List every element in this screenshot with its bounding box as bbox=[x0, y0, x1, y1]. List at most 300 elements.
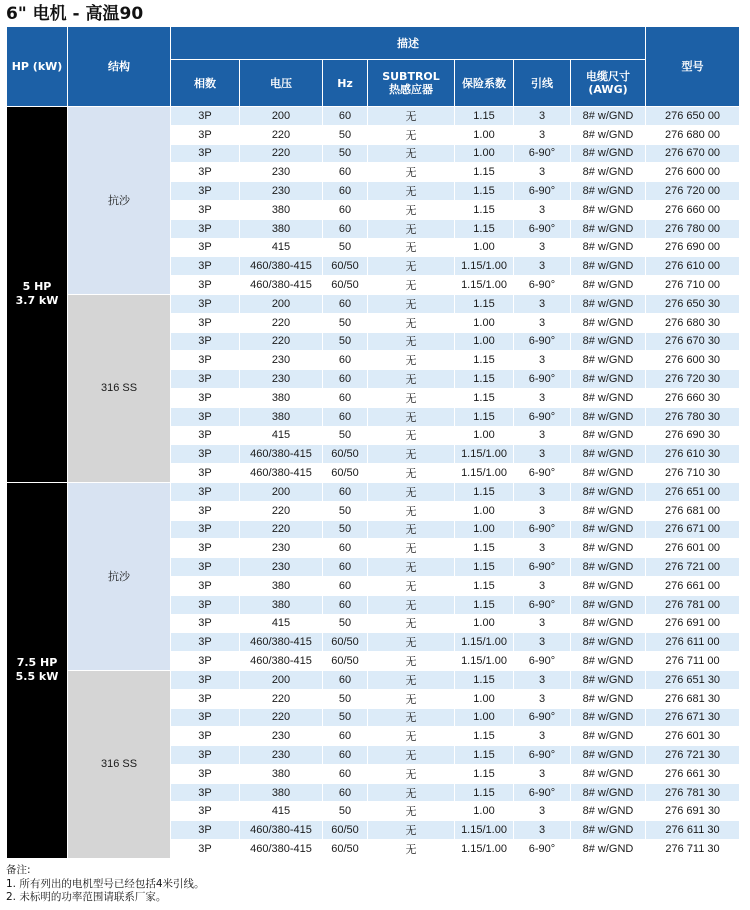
cell-leads: 6-90° bbox=[514, 464, 571, 483]
cell-subtrol: 无 bbox=[368, 802, 455, 821]
cell-model: 276 711 30 bbox=[646, 840, 740, 859]
cell-leads: 6-90° bbox=[514, 746, 571, 765]
cell-phase: 3P bbox=[171, 370, 240, 389]
cell-leads: 3 bbox=[514, 821, 571, 840]
cell-service-factor: 1.15 bbox=[455, 200, 514, 219]
cell-subtrol: 无 bbox=[368, 313, 455, 332]
cell-model: 276 781 00 bbox=[646, 595, 740, 614]
cell-cable: 8# w/GND bbox=[571, 332, 646, 351]
cell-voltage: 230 bbox=[240, 163, 323, 182]
cell-leads: 6-90° bbox=[514, 276, 571, 295]
cell-hz: 50 bbox=[323, 689, 368, 708]
cell-hz: 60 bbox=[323, 783, 368, 802]
cell-phase: 3P bbox=[171, 163, 240, 182]
cell-model: 276 611 00 bbox=[646, 633, 740, 652]
cell-subtrol: 无 bbox=[368, 107, 455, 126]
cell-subtrol: 无 bbox=[368, 689, 455, 708]
cell-phase: 3P bbox=[171, 633, 240, 652]
cell-voltage: 230 bbox=[240, 351, 323, 370]
cell-subtrol: 无 bbox=[368, 727, 455, 746]
cell-hz: 60 bbox=[323, 407, 368, 426]
cell-voltage: 230 bbox=[240, 539, 323, 558]
cell-service-factor: 1.15/1.00 bbox=[455, 633, 514, 652]
cell-hz: 50 bbox=[323, 614, 368, 633]
cell-leads: 6-90° bbox=[514, 144, 571, 163]
cell-service-factor: 1.15 bbox=[455, 351, 514, 370]
cell-leads: 3 bbox=[514, 388, 571, 407]
cell-phase: 3P bbox=[171, 219, 240, 238]
cell-phase: 3P bbox=[171, 558, 240, 577]
header-hp: HP (kW) bbox=[7, 27, 68, 107]
cell-model: 276 690 30 bbox=[646, 426, 740, 445]
cell-subtrol: 无 bbox=[368, 539, 455, 558]
cell-leads: 6-90° bbox=[514, 783, 571, 802]
cell-service-factor: 1.15 bbox=[455, 558, 514, 577]
header-service-factor: 保险系数 bbox=[455, 60, 514, 107]
cell-model: 276 691 00 bbox=[646, 614, 740, 633]
notes bbox=[6, 864, 205, 905]
cell-model: 276 710 30 bbox=[646, 464, 740, 483]
cell-subtrol: 无 bbox=[368, 652, 455, 671]
cell-hz: 60/50 bbox=[323, 840, 368, 859]
cell-phase: 3P bbox=[171, 727, 240, 746]
cell-subtrol: 无 bbox=[368, 182, 455, 201]
cell-hz: 60/50 bbox=[323, 652, 368, 671]
cell-voltage: 220 bbox=[240, 144, 323, 163]
cell-model: 276 661 00 bbox=[646, 576, 740, 595]
kw-value: 5.5 kW bbox=[15, 670, 59, 684]
cell-phase: 3P bbox=[171, 783, 240, 802]
cell-voltage: 200 bbox=[240, 670, 323, 689]
cell-cable: 8# w/GND bbox=[571, 107, 646, 126]
cell-cable: 8# w/GND bbox=[571, 388, 646, 407]
cell-voltage: 460/380-415 bbox=[240, 464, 323, 483]
cell-leads: 3 bbox=[514, 727, 571, 746]
cell-voltage: 415 bbox=[240, 238, 323, 257]
header-description: 描述 bbox=[171, 27, 646, 60]
cell-subtrol: 无 bbox=[368, 482, 455, 501]
cell-voltage: 460/380-415 bbox=[240, 257, 323, 276]
cell-subtrol: 无 bbox=[368, 558, 455, 577]
cell-voltage: 220 bbox=[240, 501, 323, 520]
cell-subtrol: 无 bbox=[368, 633, 455, 652]
cell-phase: 3P bbox=[171, 351, 240, 370]
cell-subtrol: 无 bbox=[368, 294, 455, 313]
cell-leads: 3 bbox=[514, 539, 571, 558]
cell-phase: 3P bbox=[171, 388, 240, 407]
cell-cable: 8# w/GND bbox=[571, 652, 646, 671]
cell-leads: 3 bbox=[514, 313, 571, 332]
cell-cable: 8# w/GND bbox=[571, 163, 646, 182]
cell-phase: 3P bbox=[171, 802, 240, 821]
cell-leads: 3 bbox=[514, 576, 571, 595]
cell-hz: 60 bbox=[323, 727, 368, 746]
cell-service-factor: 1.15 bbox=[455, 388, 514, 407]
cell-subtrol: 无 bbox=[368, 163, 455, 182]
cell-service-factor: 1.15/1.00 bbox=[455, 464, 514, 483]
cell-leads: 6-90° bbox=[514, 840, 571, 859]
cell-phase: 3P bbox=[171, 464, 240, 483]
cell-model: 276 780 30 bbox=[646, 407, 740, 426]
cell-service-factor: 1.15 bbox=[455, 727, 514, 746]
cell-cable: 8# w/GND bbox=[571, 276, 646, 295]
cell-service-factor: 1.15/1.00 bbox=[455, 821, 514, 840]
cell-cable: 8# w/GND bbox=[571, 670, 646, 689]
cell-model: 276 680 30 bbox=[646, 313, 740, 332]
cell-cable: 8# w/GND bbox=[571, 351, 646, 370]
cell-voltage: 380 bbox=[240, 783, 323, 802]
cell-subtrol: 无 bbox=[368, 614, 455, 633]
cell-service-factor: 1.15/1.00 bbox=[455, 257, 514, 276]
cell-leads: 3 bbox=[514, 764, 571, 783]
structure-cell: 抗沙 bbox=[68, 482, 171, 670]
cell-leads: 3 bbox=[514, 426, 571, 445]
cell-voltage: 380 bbox=[240, 576, 323, 595]
cell-hz: 60 bbox=[323, 558, 368, 577]
header-subtrol-line2: 热感应器 bbox=[389, 83, 433, 96]
cell-hz: 60 bbox=[323, 163, 368, 182]
cell-subtrol: 无 bbox=[368, 670, 455, 689]
cell-model: 276 711 00 bbox=[646, 652, 740, 671]
cell-leads: 3 bbox=[514, 257, 571, 276]
cell-voltage: 220 bbox=[240, 689, 323, 708]
cell-phase: 3P bbox=[171, 182, 240, 201]
cell-voltage: 220 bbox=[240, 708, 323, 727]
cell-model: 276 651 30 bbox=[646, 670, 740, 689]
cell-voltage: 200 bbox=[240, 294, 323, 313]
header-subtrol bbox=[368, 60, 455, 107]
cell-model: 276 670 00 bbox=[646, 144, 740, 163]
cell-model: 276 610 30 bbox=[646, 445, 740, 464]
cell-phase: 3P bbox=[171, 144, 240, 163]
cell-service-factor: 1.00 bbox=[455, 426, 514, 445]
cell-service-factor: 1.15 bbox=[455, 764, 514, 783]
cell-hz: 50 bbox=[323, 802, 368, 821]
cell-model: 276 681 00 bbox=[646, 501, 740, 520]
cell-subtrol: 无 bbox=[368, 464, 455, 483]
cell-phase: 3P bbox=[171, 200, 240, 219]
cell-cable: 8# w/GND bbox=[571, 727, 646, 746]
cell-leads: 6-90° bbox=[514, 558, 571, 577]
cell-service-factor: 1.00 bbox=[455, 313, 514, 332]
cell-leads: 6-90° bbox=[514, 652, 571, 671]
cell-leads: 3 bbox=[514, 107, 571, 126]
cell-service-factor: 1.15 bbox=[455, 107, 514, 126]
cell-leads: 3 bbox=[514, 670, 571, 689]
cell-phase: 3P bbox=[171, 276, 240, 295]
cell-cable: 8# w/GND bbox=[571, 125, 646, 144]
cell-model: 276 691 30 bbox=[646, 802, 740, 821]
cell-phase: 3P bbox=[171, 840, 240, 859]
cell-phase: 3P bbox=[171, 746, 240, 765]
structure-cell: 316 SS bbox=[68, 294, 171, 482]
hp-value: 7.5 HP bbox=[16, 656, 58, 670]
cell-voltage: 460/380-415 bbox=[240, 840, 323, 859]
motor-spec-table bbox=[6, 26, 740, 859]
cell-hz: 50 bbox=[323, 501, 368, 520]
cell-phase: 3P bbox=[171, 238, 240, 257]
cell-subtrol: 无 bbox=[368, 746, 455, 765]
cell-hz: 60 bbox=[323, 370, 368, 389]
cell-service-factor: 1.15 bbox=[455, 294, 514, 313]
cell-cable: 8# w/GND bbox=[571, 746, 646, 765]
cell-leads: 3 bbox=[514, 482, 571, 501]
cell-voltage: 380 bbox=[240, 407, 323, 426]
cell-phase: 3P bbox=[171, 407, 240, 426]
cell-cable: 8# w/GND bbox=[571, 840, 646, 859]
cell-subtrol: 无 bbox=[368, 783, 455, 802]
cell-phase: 3P bbox=[171, 426, 240, 445]
cell-cable: 8# w/GND bbox=[571, 633, 646, 652]
cell-phase: 3P bbox=[171, 257, 240, 276]
cell-cable: 8# w/GND bbox=[571, 313, 646, 332]
cell-model: 276 780 00 bbox=[646, 219, 740, 238]
cell-model: 276 721 30 bbox=[646, 746, 740, 765]
cell-hz: 60 bbox=[323, 482, 368, 501]
cell-phase: 3P bbox=[171, 332, 240, 351]
cell-cable: 8# w/GND bbox=[571, 783, 646, 802]
table-row bbox=[7, 482, 740, 501]
cell-hz: 60 bbox=[323, 200, 368, 219]
cell-leads: 3 bbox=[514, 294, 571, 313]
cell-hz: 50 bbox=[323, 313, 368, 332]
table-row bbox=[7, 107, 740, 126]
cell-subtrol: 无 bbox=[368, 351, 455, 370]
page-title: 6" 电机 - 高温90 bbox=[6, 4, 144, 24]
cell-hz: 50 bbox=[323, 332, 368, 351]
cell-leads: 6-90° bbox=[514, 370, 571, 389]
cell-model: 276 650 00 bbox=[646, 107, 740, 126]
cell-model: 276 660 00 bbox=[646, 200, 740, 219]
cell-model: 276 610 00 bbox=[646, 257, 740, 276]
cell-hz: 60 bbox=[323, 351, 368, 370]
note-item: 2. 未标明的功率范围请联系厂家。 bbox=[6, 891, 167, 903]
cell-subtrol: 无 bbox=[368, 219, 455, 238]
cell-hz: 50 bbox=[323, 426, 368, 445]
cell-phase: 3P bbox=[171, 501, 240, 520]
cell-model: 276 690 00 bbox=[646, 238, 740, 257]
cell-model: 276 651 00 bbox=[646, 482, 740, 501]
cell-leads: 6-90° bbox=[514, 520, 571, 539]
cell-cable: 8# w/GND bbox=[571, 464, 646, 483]
cell-subtrol: 无 bbox=[368, 125, 455, 144]
cell-cable: 8# w/GND bbox=[571, 238, 646, 257]
cell-cable: 8# w/GND bbox=[571, 576, 646, 595]
cell-subtrol: 无 bbox=[368, 144, 455, 163]
cell-voltage: 200 bbox=[240, 482, 323, 501]
cell-voltage: 220 bbox=[240, 520, 323, 539]
cell-model: 276 680 00 bbox=[646, 125, 740, 144]
cell-hz: 50 bbox=[323, 708, 368, 727]
cell-service-factor: 1.00 bbox=[455, 802, 514, 821]
cell-voltage: 460/380-415 bbox=[240, 445, 323, 464]
cell-cable: 8# w/GND bbox=[571, 520, 646, 539]
cell-cable: 8# w/GND bbox=[571, 821, 646, 840]
cell-cable: 8# w/GND bbox=[571, 200, 646, 219]
cell-voltage: 380 bbox=[240, 388, 323, 407]
cell-hz: 60 bbox=[323, 388, 368, 407]
cell-hz: 60/50 bbox=[323, 276, 368, 295]
cell-phase: 3P bbox=[171, 125, 240, 144]
cell-subtrol: 无 bbox=[368, 238, 455, 257]
cell-hz: 60 bbox=[323, 764, 368, 783]
cell-cable: 8# w/GND bbox=[571, 708, 646, 727]
cell-phase: 3P bbox=[171, 576, 240, 595]
cell-phase: 3P bbox=[171, 107, 240, 126]
cell-model: 276 710 00 bbox=[646, 276, 740, 295]
cell-cable: 8# w/GND bbox=[571, 445, 646, 464]
cell-subtrol: 无 bbox=[368, 370, 455, 389]
cell-subtrol: 无 bbox=[368, 426, 455, 445]
cell-leads: 3 bbox=[514, 802, 571, 821]
cell-model: 276 681 30 bbox=[646, 689, 740, 708]
cell-subtrol: 无 bbox=[368, 764, 455, 783]
cell-leads: 6-90° bbox=[514, 595, 571, 614]
cell-phase: 3P bbox=[171, 539, 240, 558]
cell-subtrol: 无 bbox=[368, 445, 455, 464]
cell-service-factor: 1.15 bbox=[455, 539, 514, 558]
cell-cable: 8# w/GND bbox=[571, 294, 646, 313]
header-cable-line2: (AWG) bbox=[588, 83, 628, 96]
cell-model: 276 600 30 bbox=[646, 351, 740, 370]
cell-leads: 3 bbox=[514, 689, 571, 708]
cell-hz: 60/50 bbox=[323, 445, 368, 464]
cell-cable: 8# w/GND bbox=[571, 426, 646, 445]
header-model: 型号 bbox=[646, 27, 740, 107]
cell-cable: 8# w/GND bbox=[571, 182, 646, 201]
cell-cable: 8# w/GND bbox=[571, 595, 646, 614]
cell-voltage: 220 bbox=[240, 313, 323, 332]
cell-leads: 3 bbox=[514, 351, 571, 370]
cell-model: 276 661 30 bbox=[646, 764, 740, 783]
cell-hz: 60 bbox=[323, 219, 368, 238]
cell-voltage: 200 bbox=[240, 107, 323, 126]
cell-hz: 60 bbox=[323, 182, 368, 201]
hp-cell bbox=[7, 482, 68, 858]
cell-service-factor: 1.15 bbox=[455, 595, 514, 614]
cell-hz: 60 bbox=[323, 670, 368, 689]
cell-voltage: 460/380-415 bbox=[240, 652, 323, 671]
cell-hz: 50 bbox=[323, 520, 368, 539]
structure-cell: 316 SS bbox=[68, 670, 171, 858]
cell-hz: 60/50 bbox=[323, 464, 368, 483]
cell-service-factor: 1.00 bbox=[455, 332, 514, 351]
note-item: 1. 所有列出的电机型号已经包括4米引线。 bbox=[6, 877, 205, 890]
cell-service-factor: 1.15 bbox=[455, 746, 514, 765]
cell-leads: 3 bbox=[514, 238, 571, 257]
cell-service-factor: 1.15 bbox=[455, 407, 514, 426]
cell-model: 276 671 30 bbox=[646, 708, 740, 727]
cell-subtrol: 无 bbox=[368, 840, 455, 859]
cell-model: 276 600 00 bbox=[646, 163, 740, 182]
cell-service-factor: 1.15 bbox=[455, 576, 514, 595]
cell-cable: 8# w/GND bbox=[571, 219, 646, 238]
cell-leads: 3 bbox=[514, 614, 571, 633]
cell-hz: 60 bbox=[323, 595, 368, 614]
table-row bbox=[7, 670, 740, 689]
cell-leads: 3 bbox=[514, 200, 571, 219]
cell-model: 276 720 30 bbox=[646, 370, 740, 389]
cell-leads: 6-90° bbox=[514, 332, 571, 351]
cell-hz: 60/50 bbox=[323, 257, 368, 276]
cell-voltage: 380 bbox=[240, 764, 323, 783]
kw-value: 3.7 kW bbox=[15, 294, 59, 308]
cell-subtrol: 无 bbox=[368, 407, 455, 426]
cell-service-factor: 1.15/1.00 bbox=[455, 276, 514, 295]
cell-model: 276 611 30 bbox=[646, 821, 740, 840]
cell-leads: 3 bbox=[514, 445, 571, 464]
cell-hz: 60 bbox=[323, 746, 368, 765]
cell-service-factor: 1.15 bbox=[455, 670, 514, 689]
cell-hz: 50 bbox=[323, 144, 368, 163]
cell-cable: 8# w/GND bbox=[571, 370, 646, 389]
cell-model: 276 670 30 bbox=[646, 332, 740, 351]
cell-voltage: 230 bbox=[240, 182, 323, 201]
cell-voltage: 380 bbox=[240, 200, 323, 219]
cell-voltage: 460/380-415 bbox=[240, 821, 323, 840]
cell-phase: 3P bbox=[171, 708, 240, 727]
cell-subtrol: 无 bbox=[368, 332, 455, 351]
cell-phase: 3P bbox=[171, 614, 240, 633]
cell-model: 276 650 30 bbox=[646, 294, 740, 313]
cell-hz: 60 bbox=[323, 294, 368, 313]
cell-subtrol: 无 bbox=[368, 257, 455, 276]
cell-model: 276 721 00 bbox=[646, 558, 740, 577]
cell-subtrol: 无 bbox=[368, 276, 455, 295]
cell-cable: 8# w/GND bbox=[571, 558, 646, 577]
cell-cable: 8# w/GND bbox=[571, 482, 646, 501]
cell-cable: 8# w/GND bbox=[571, 614, 646, 633]
cell-subtrol: 无 bbox=[368, 501, 455, 520]
cell-voltage: 230 bbox=[240, 558, 323, 577]
header-structure: 结构 bbox=[68, 27, 171, 107]
cell-cable: 8# w/GND bbox=[571, 257, 646, 276]
cell-leads: 3 bbox=[514, 633, 571, 652]
cell-service-factor: 1.15 bbox=[455, 182, 514, 201]
cell-leads: 6-90° bbox=[514, 182, 571, 201]
cell-model: 276 781 30 bbox=[646, 783, 740, 802]
cell-hz: 50 bbox=[323, 238, 368, 257]
cell-service-factor: 1.00 bbox=[455, 520, 514, 539]
cell-phase: 3P bbox=[171, 595, 240, 614]
cell-subtrol: 无 bbox=[368, 821, 455, 840]
cell-leads: 6-90° bbox=[514, 708, 571, 727]
cell-phase: 3P bbox=[171, 520, 240, 539]
cell-cable: 8# w/GND bbox=[571, 144, 646, 163]
cell-cable: 8# w/GND bbox=[571, 407, 646, 426]
cell-subtrol: 无 bbox=[368, 520, 455, 539]
cell-hz: 50 bbox=[323, 125, 368, 144]
cell-subtrol: 无 bbox=[368, 708, 455, 727]
cell-model: 276 671 00 bbox=[646, 520, 740, 539]
header-hz: Hz bbox=[323, 60, 368, 107]
cell-cable: 8# w/GND bbox=[571, 501, 646, 520]
cell-service-factor: 1.15/1.00 bbox=[455, 652, 514, 671]
header-subtrol-line1: SUBTROL bbox=[382, 70, 440, 83]
cell-phase: 3P bbox=[171, 294, 240, 313]
cell-voltage: 415 bbox=[240, 802, 323, 821]
cell-hz: 60/50 bbox=[323, 633, 368, 652]
cell-service-factor: 1.00 bbox=[455, 614, 514, 633]
cell-service-factor: 1.00 bbox=[455, 238, 514, 257]
cell-leads: 3 bbox=[514, 125, 571, 144]
notes-heading: 备注: bbox=[6, 864, 31, 876]
cell-voltage: 415 bbox=[240, 614, 323, 633]
cell-voltage: 380 bbox=[240, 219, 323, 238]
cell-hz: 60 bbox=[323, 539, 368, 558]
cell-service-factor: 1.00 bbox=[455, 689, 514, 708]
cell-voltage: 230 bbox=[240, 370, 323, 389]
